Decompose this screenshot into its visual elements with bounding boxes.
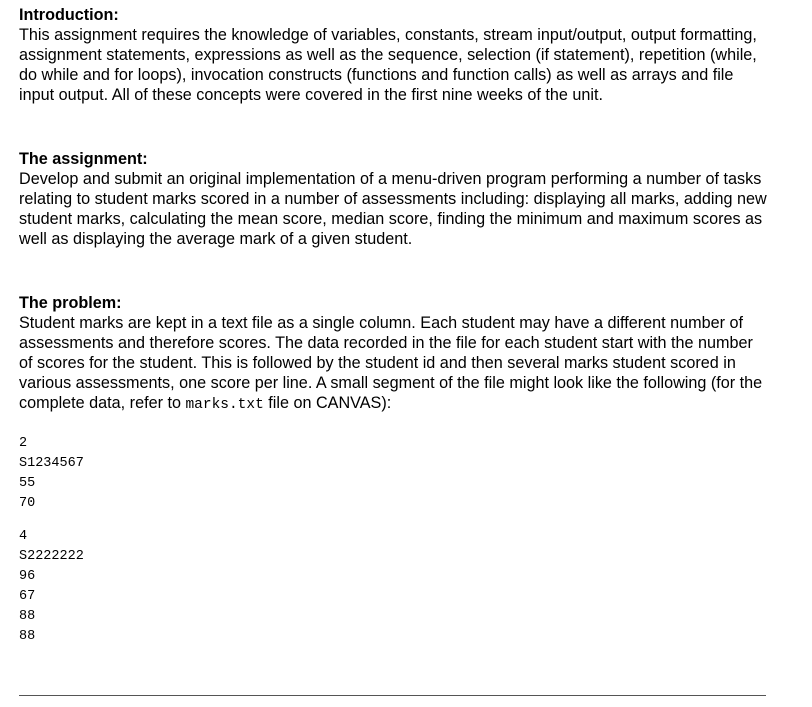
sample-line: 67 bbox=[19, 589, 36, 604]
sample-line: 88 bbox=[19, 609, 36, 624]
problem-section bbox=[19, 293, 779, 415]
assignment-heading: The assignment: bbox=[19, 150, 148, 168]
problem-text-before: Student marks are kept in a text file as a single column. Each student may have a different number of assessments and therefore scores. The data recorded in the file for each student start with the number of scores for the student. This is followed by the student id and then several marks student scored in various assessments, one score per line. A small segment of the file might look like the following (for the complete data, refer to bbox=[19, 314, 763, 412]
assignment-paragraph: Develop and submit an original implementation of a menu-driven program performing a number of tasks relating to student marks scored in a number of assessments including: displaying all marks, adding new student marks, calculating the mean score, median score, finding the minimum and maximum scores as well as displaying the average mark of a given student. bbox=[19, 170, 767, 248]
introduction-paragraph: This assignment requires the knowledge of variables, constants, stream input/output, output formatting, assignment statements, expressions as well as the sequence, selection (if statement), repetition (while, do while and for loops), invocation constructs (functions and function calls) as well as arrays and file input output. All of these concepts were covered in the first nine weeks of the unit. bbox=[19, 26, 757, 104]
problem-heading: The problem: bbox=[19, 294, 122, 312]
marks-filename: marks.txt bbox=[185, 397, 264, 413]
problem-paragraph bbox=[19, 313, 769, 415]
sample-blank-line bbox=[19, 514, 779, 527]
sample-line: 96 bbox=[19, 569, 36, 584]
sample-line: 88 bbox=[19, 629, 36, 644]
introduction-section bbox=[19, 5, 779, 105]
horizontal-divider bbox=[19, 695, 766, 696]
document-body bbox=[19, 5, 779, 647]
sample-file-segment bbox=[19, 434, 779, 647]
introduction-heading: Introduction: bbox=[19, 6, 119, 24]
sample-line: S1234567 bbox=[19, 456, 84, 471]
sample-line: 70 bbox=[19, 496, 36, 511]
sample-line: S2222222 bbox=[19, 549, 84, 564]
assignment-section bbox=[19, 149, 779, 249]
sample-line: 4 bbox=[19, 529, 28, 544]
sample-line: 2 bbox=[19, 436, 28, 451]
problem-text-after: file on CANVAS): bbox=[263, 394, 392, 412]
sample-line: 55 bbox=[19, 476, 36, 491]
